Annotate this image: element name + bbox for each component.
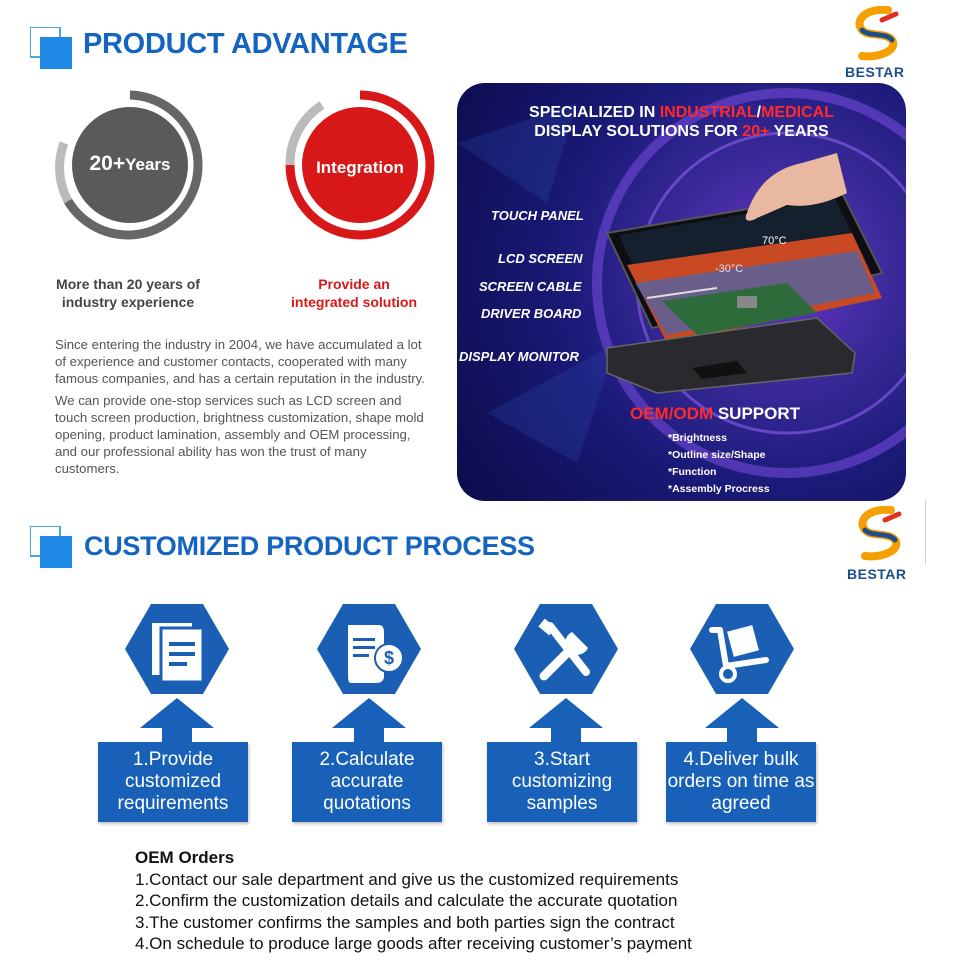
years-word: Years [125, 155, 171, 174]
integration-circle-text: Integration [316, 158, 404, 177]
oem-item: *Outline size/Shape [668, 449, 766, 461]
panel-title-line2: DISPLAY SOLUTIONS FOR 20+ YEARS [534, 123, 829, 140]
label-screen-cable: SCREEN CABLE [479, 279, 582, 294]
bestar-logo-icon [851, 506, 907, 564]
label-lcd-screen: LCD SCREEN [498, 251, 583, 266]
oem-order-step: 1.Contact our sale department and give us the customized requirements [135, 869, 679, 889]
step-1-box: 1.Provide customized requirements [98, 742, 248, 822]
label-touch-panel: TOUCH PANEL [491, 208, 584, 223]
title-square-icon [30, 526, 74, 570]
label-display-monitor: DISPLAY MONITOR [459, 349, 579, 364]
step-4-box: 4.Deliver bulk orders on time as agreed [666, 742, 816, 822]
bestar-logo-text: BESTAR [847, 566, 907, 582]
panel-title-line1: SPECIALIZED IN INDUSTRIAL/MEDICAL [529, 104, 834, 121]
tools-icon [514, 604, 618, 694]
svg-text:$: $ [383, 648, 395, 668]
oem-item: *Brightness [668, 432, 727, 444]
bestar-logo-text: BESTAR [845, 64, 905, 80]
section-title: PRODUCT ADVANTAGE [83, 28, 408, 60]
paragraph-experience: Since entering the industry in 2004, we have accumulated a lot of experience and customer contacts, cooperated with many famous companies, and has a certain reputation in the industry. [55, 337, 425, 386]
integration-caption: Provide an integrated solution [291, 276, 417, 310]
bestar-logo-icon [848, 6, 904, 64]
up-arrow-icon [705, 698, 779, 744]
label-driver-board: DRIVER BOARD [481, 306, 582, 321]
quotation-icon [317, 604, 421, 694]
oem-item: *Assembly Procress [668, 483, 770, 495]
display-solutions-panel [457, 83, 906, 501]
oem-support-list [668, 430, 770, 498]
oem-order-step: 4.On schedule to produce large goods after receiving customer’s payment [135, 934, 692, 953]
oem-orders-list [135, 847, 692, 955]
step-2-box: 2.Calculate accurate quotations [292, 742, 442, 822]
oem-orders-heading: OEM Orders [135, 848, 235, 867]
oem-odm-support-title: OEM/ODM SUPPORT [630, 404, 801, 423]
years-caption: More than 20 years of industry experience [56, 276, 200, 310]
oem-order-step: 2.Confirm the customization details and calculate the accurate quotation [135, 891, 678, 910]
years-number: 20+ [89, 152, 126, 175]
title-square-icon [30, 27, 74, 71]
section-title: CUSTOMIZED PRODUCT PROCESS [84, 531, 535, 561]
up-arrow-icon [140, 698, 214, 744]
screen-temp-cold: -30°C [715, 263, 744, 275]
up-arrow-icon [332, 698, 406, 744]
step-3-box: 3.Start customizing samples [487, 742, 637, 822]
document-icon [125, 604, 229, 694]
hand-truck-icon [690, 604, 794, 694]
right-divider [925, 500, 926, 565]
oem-item: *Function [668, 466, 717, 478]
oem-order-step: 3.The customer confirms the samples and both parties sign the contract [135, 912, 675, 932]
up-arrow-icon [529, 698, 603, 744]
screen-temp-hot: 70°C [762, 235, 787, 247]
years-circle-text [52, 152, 208, 176]
paragraph-services: We can provide one-stop services such as LCD screen and touch screen production, brightness customization, shape mold opening, product lamination, assembly and OEM processing, and our professional ability has won the trust of many customers. [55, 393, 424, 476]
company-description [55, 337, 425, 483]
